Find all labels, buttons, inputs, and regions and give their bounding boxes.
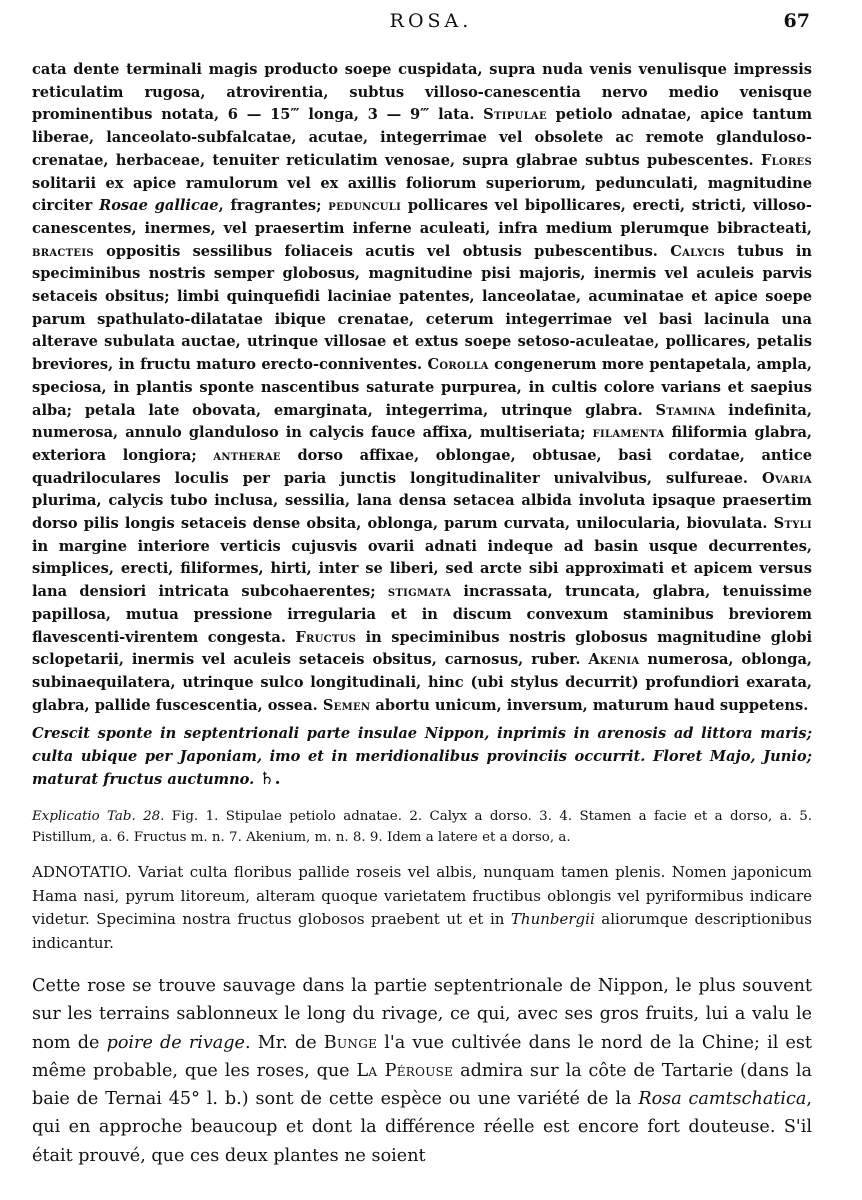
description-text: numerosa, oblonga, subinaequilatera, utrinque sulco longitudinali, hinc (ubi stylus decurrit) profundiori exarata, glabra, pallide fuscescentia, ossea. bbox=[32, 651, 812, 714]
term-stipulae: Stipulae bbox=[483, 106, 547, 124]
description-text: oppositis sessilibus foliaceis acutis vel obtusis pubescentibus. bbox=[93, 242, 671, 260]
page-number: 67 bbox=[783, 10, 810, 32]
term-akenia: Akenia bbox=[588, 651, 640, 669]
term-flores: Flores bbox=[760, 151, 812, 169]
french-commentary bbox=[32, 972, 812, 1170]
term-bracteis: bracteis bbox=[32, 242, 94, 260]
adnotatio-text: Variat culta floribus pallide roseis vel albis, nunquam tamen plenis. Nomen japonicum Hama nasi, pyrum litoreum, alteram quoque varietatem fructibus oblongis vel pyriformibus indicare videtur. Specimina nostra fructus globosos praebent ut et in bbox=[32, 863, 812, 928]
description-text: filiformia glabra, exteriora longiora; bbox=[32, 424, 812, 464]
term-calycis: Calycis bbox=[670, 242, 725, 260]
description-text: plurima, calycis tubo inclusa, sessilia, lana densa setacea albida involuta ipsaque praesertim dorso pilis longis setaceis dense obsita, oblonga, parum curvata, unilocularia, biovulata. bbox=[32, 492, 812, 533]
person-bunge: Bunge bbox=[323, 1032, 378, 1053]
perennial-symbol: ♄. bbox=[259, 769, 281, 790]
term-corolla: Corolla bbox=[427, 356, 489, 374]
description-text: tubus in speciminibus nostris semper globosus, magnitudine pisi majoris, inermis vel aculeis parvis setaceis obsitus; limbi quinquefidi laciniae patentes, lanceolatae, acuminatae et apice soepe parum spathulato-dilatatae ibique crenatae, ceterum integerrimae vel basi lacinula una alterave subulata auctae, utrinque villosae et extus soepe setoso-aculeatae, pollicares, petalis breviores, in fructu maturo erecto-conniventes. bbox=[32, 242, 813, 374]
adnotatio-text: aliorumque descriptionibus indicantur. bbox=[32, 910, 812, 952]
description-text: dorso affixae, oblongae, obtusae, basi cordatae, antice quadriloculares loculis per paria junctis longitudinaliter univalvibus, sulfureae. bbox=[32, 446, 812, 487]
taxon-rosae-gallicae: Rosae gallicae bbox=[99, 197, 219, 215]
taxon-rosa-camtschatica: Rosa camtschatica bbox=[638, 1089, 807, 1110]
term-pedunculi: pedunculi bbox=[328, 197, 402, 215]
term-stamina: Stamina bbox=[655, 401, 716, 419]
description-text: in speciminibus nostris globosus magnitudine globi sclopetarii, inermis vel aculeis setaceis obsitus, carnosus, ruber. bbox=[32, 628, 812, 669]
description-text: abortu unicum, inversum, maturum haud suppetens. bbox=[370, 696, 809, 714]
description-text: , fragrantes; bbox=[218, 197, 329, 215]
description-text: congenerum more pentapetala, ampla, speciosa, in plantis sponte nascentibus saturate purpurea, in cultis colore varians et saepius alba; petala late obovata, emarginata, integerrima, utrinque glabra. bbox=[32, 356, 812, 419]
term-filamenta: filamenta bbox=[592, 424, 665, 442]
description-text: indefinita, numerosa, annulo glanduloso in calycis fauce affixa, multiseriata; bbox=[32, 401, 812, 442]
description-text: in margine interiore verticis cujusvis ovarii adnati indeque ad basin usque decurrentes, simplices, erecti, filiformes, hirti, inter se liberi, sed arcte sibi approximati et apicem versus lana densiori intricata subcohaerentes; bbox=[32, 537, 812, 601]
description-text: incrassata, truncata, glabra, tenuissime papillosa, mutua pressione irregularia et in discum convexum staminibus breviorem flavescenti-virentem congesta. bbox=[32, 583, 812, 646]
running-head bbox=[0, 8, 862, 36]
term-semen: Semen bbox=[322, 696, 371, 714]
french-text: . Mr. de bbox=[244, 1032, 324, 1053]
description-text: pollicares vel bipollicares, erecti, stricti, villoso-canescentes, inermes, vel praesertim inferne aculeati, infra medium plerumque bibracteati, bbox=[32, 197, 812, 237]
french-text: , qui en approche beaucoup et dont la différence réelle est encore fort douteuse. S'il était prouvé, que ces deux plantes ne soient bbox=[32, 1089, 812, 1166]
habitat-paragraph bbox=[32, 723, 812, 792]
term-fructus: Fructus bbox=[295, 628, 357, 646]
plate-explanation-text: Fig. 1. Stipulae petiolo adnatae. 2. Calyx a dorso. 3. 4. Stamen a facie et a dorso, a. 5. Pistillum, a. 6. Fructus m. n. 7. Akenium, m. n. 8. 9. Idem a latere et a dorso, a. bbox=[32, 809, 812, 845]
french-text: Cette rose se trouve sauvage dans la partie septentrionale de Nippon, le plus souvent sur les terrains sablonneux le long du rivage, ce qui, avec ses gros fruits, lui a valu le nom de bbox=[32, 976, 812, 1053]
adnotatio-paragraph bbox=[32, 861, 812, 955]
person-la-perouse: La Pérouse bbox=[356, 1060, 454, 1081]
term-styli: Styli bbox=[773, 515, 812, 533]
plate-explanation-label: Explicatio Tab. 28. bbox=[32, 809, 165, 824]
plate-explanation bbox=[32, 806, 812, 848]
description-text: solitarii ex apice ramulorum vel ex axillis foliorum superiorum, pedunculati, magnitudine circiter bbox=[32, 174, 812, 215]
term-ovaria: Ovaria bbox=[761, 469, 812, 487]
description-text: cata dente terminali magis producto soepe cuspidata, supra nuda venis venulisque impressis reticulatim rugosa, atrovirentia, subtus villoso-canescentia nervo medio venisque prominentibus notata, 6 — 15‴ longa, 3 — 9‴ lata. bbox=[32, 61, 812, 124]
french-text: l'a vue cultivée dans le nord de la Chine; il est même probable, que les roses, que bbox=[32, 1032, 812, 1081]
adnotatio-label: ADNOTATIO. bbox=[32, 863, 132, 881]
common-name-poire: poire de rivage bbox=[106, 1032, 245, 1053]
species-description bbox=[32, 59, 812, 717]
term-stigmata: stigmata bbox=[387, 583, 452, 601]
habitat-text: Crescit sponte in septentrionali parte insulae Nippon, inprimis in arenosis ad littora maris; culta ubique per Japoniam, imo et in meridionalibus provinciis occurrit. Floret Majo, Junio; maturat fructus auctumno. bbox=[32, 725, 812, 789]
french-text: admira sur la côte de Tartarie (dans la baie de Ternai 45° l. b.) sont de cette espèce ou une variété de la bbox=[32, 1060, 812, 1110]
description-text: petiolo adnatae, apice tantum liberae, lanceolato-subfalcatae, acutae, integerrimae vel obsolete ac remote glanduloso-crenatae, herbaceae, tenuiter reticulatim venosae, supra glabrae subtus pubescentes. bbox=[32, 106, 813, 169]
author-thunbergii: Thunbergii bbox=[510, 910, 595, 928]
running-title: ROSA. bbox=[389, 10, 473, 32]
term-antherae: antherae bbox=[213, 446, 281, 464]
